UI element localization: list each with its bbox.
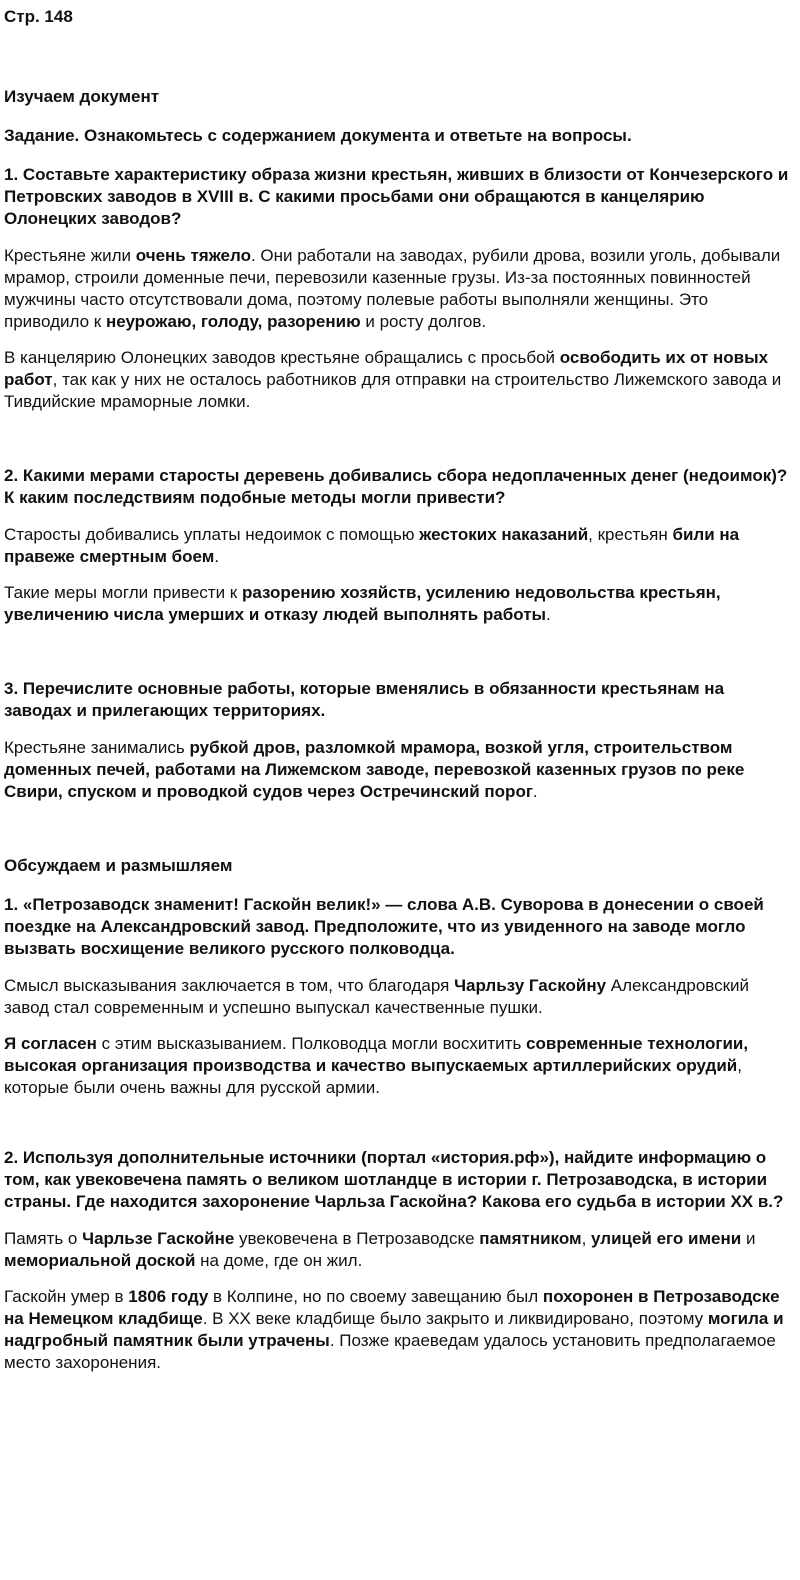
spacer	[4, 427, 794, 465]
answer-highlight: Чарльзу Гаскойну	[454, 976, 607, 995]
answer-highlight: неурожаю, голоду, разорению	[105, 312, 361, 331]
question-1-2: 2. Какими мерами старосты деревень добивались сбора недоплаченных денег (недоимок)? К каким последствиям подобные методы могли привести?	[4, 466, 788, 507]
answer-highlight: улицей его имени	[591, 1229, 742, 1248]
answer-2-1-paragraph-2: Я согласен с этим высказыванием. Полководца могли восхитить современные технологии, высокая организация производства и качество выпускаемых артиллерийских орудий, которые были очень важны для русской армии.	[4, 1034, 749, 1097]
answer-highlight: похоронен в Петрозаводске на Немецком кладбище	[4, 1287, 780, 1328]
answer-highlight: Я согласен	[4, 1034, 97, 1053]
spacer	[4, 817, 794, 855]
answer-1-2-paragraph-1: Старосты добивались уплаты недоимок с помощью жестоких наказаний, крестьян били на правеже смертным боем.	[4, 525, 740, 566]
answer-1-1-paragraph-1: Крестьяне жили очень тяжело. Они работали на заводах, рубили дрова, возили уголь, добывали мрамор, строили доменные печи, перевозили казенные грузы. Из-за постоянных повинностей мужчины часто отсутствовали дома, поэтому полевые работы выполняли женщины. Это приводило к неурожаю, голоду, разорению и росту долгов.	[4, 246, 781, 331]
answer-highlight: мемориальной доской	[4, 1251, 196, 1270]
question-1-3: 3. Перечислите основные работы, которые вменялись в обязанности крестьянам на заводах и прилегающих территориях.	[4, 679, 725, 720]
task-instruction: Задание. Ознакомьтесь с содержанием документа и ответьте на вопросы.	[4, 126, 632, 145]
question-1-1: 1. Составьте характеристику образа жизни крестьян, живших в близости от Кончезерского и Петровских заводов в XVIII в. С какими просьбами они обращаются в канцелярию Олонецких заводов?	[4, 165, 789, 228]
answer-1-3-paragraph-1: Крестьяне занимались рубкой дров, разломкой мрамора, возкой угля, строительством доменных печей, работами на Лижемском заводе, перевозкой казенных грузов по реке Свири, спуском и проводкой судов через Остречинский порог.	[4, 738, 745, 801]
answer-highlight: очень тяжело	[135, 246, 251, 265]
answer-2-2-paragraph-1: Память о Чарльзе Гаскойне увековечена в Петрозаводске памятником, улицей его имени и мемориальной доской на доме, где он жил.	[4, 1229, 756, 1270]
answer-highlight: памятником	[479, 1229, 582, 1248]
answer-highlight: били на правеже смертным боем	[4, 525, 740, 566]
spacer	[4, 640, 794, 678]
answer-1-1-paragraph-2: В канцелярию Олонецких заводов крестьяне обращались с просьбой освободить их от новых работ, так как у них не осталось работников для отправки на строительство Лижемского завода и Тивдийские мраморные ломки.	[4, 348, 782, 411]
answer-1-2-paragraph-2: Такие меры могли привести к разорению хозяйств, усилению недовольства крестьян, увеличению числа умерших и отказу людей выполнять работы.	[4, 583, 721, 624]
answer-highlight: рубкой дров, разломкой мрамора, возкой угля, строительством доменных печей, работами на Лижемском заводе, перевозкой казенных грузов по реке Свири, спуском и проводкой судов через Остречинский порог	[4, 738, 745, 801]
page-reference: Стр. 148	[4, 7, 73, 26]
answer-2-2-paragraph-2: Гаскойн умер в 1806 году в Колпине, но по своему завещанию был похоронен в Петрозаводске на Немецком кладбище. В XX веке кладбище было закрыто и ликвидировано, поэтому могила и надгробный памятник были утрачены. Позже краеведам удалось установить предполагаемое место захоронения.	[4, 1287, 784, 1372]
question-2-1: 1. «Петрозаводск знаменит! Гаскойн велик!» — слова А.В. Суворова в донесении о своей поездке на Александровский завод. Предположите, что из увиденного на заводе могло вызвать восхищение великого русского полководца.	[4, 895, 764, 958]
question-2-2: 2. Используя дополнительные источники (портал «история.рф»), найдите информацию о том, как увековечена память о великом шотландце в истории г. Петрозаводска, в истории страны. Где находится захоронение Чарльза Гаскойна? Какова его судьба в истории XX в.?	[4, 1148, 784, 1211]
answer-highlight: могила и надгробный памятник были утрачены	[4, 1309, 784, 1350]
answer-highlight: Чарльзе Гаскойне	[82, 1229, 235, 1248]
answer-2-1-paragraph-1: Смысл высказывания заключается в том, что благодаря Чарльзу Гаскойну Александровский завод стал современным и успешно выпускал качественные пушки.	[4, 976, 750, 1017]
answer-highlight: жестоких наказаний	[419, 525, 589, 544]
answer-highlight: современные технологии, высокая организация производства и качество выпускаемых артиллерийских орудий	[4, 1034, 749, 1075]
spacer	[4, 1113, 794, 1147]
section-title-study-document: Изучаем документ	[4, 87, 160, 106]
answer-highlight: освободить их от новых работ	[4, 348, 769, 389]
section-title-discuss-reflect: Обсуждаем и размышляем	[4, 856, 233, 875]
answer-highlight: 1806 году	[128, 1287, 209, 1306]
answer-highlight: разорению хозяйств, усилению недовольства крестьян, увеличению числа умерших и отказу людей выполнять работы	[4, 583, 721, 624]
